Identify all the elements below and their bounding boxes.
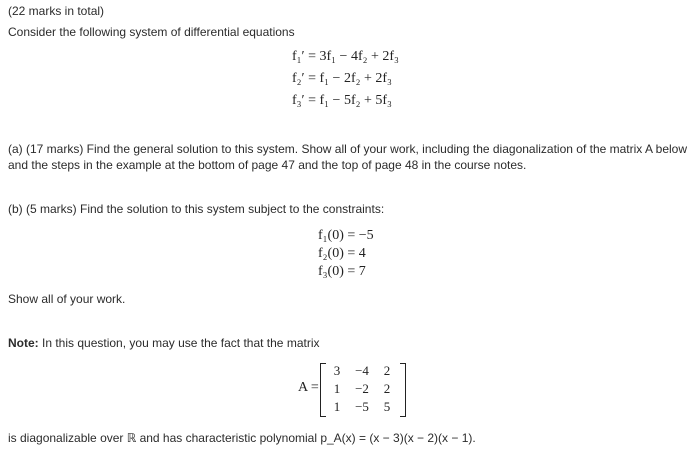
equation-3: f₃′ = f₁ − 5f₂ + 5f₃ bbox=[292, 93, 392, 108]
intro-text: Consider the following system of differential equations bbox=[8, 25, 295, 39]
constraint-2: f₂(0) = 4 bbox=[318, 246, 366, 261]
matrix-cell: −2 bbox=[355, 381, 369, 396]
matrix-cell: −4 bbox=[355, 363, 369, 378]
matrix-cell: 2 bbox=[383, 381, 391, 396]
note-label: Note: bbox=[8, 336, 39, 350]
matrix-lhs: A = bbox=[298, 380, 319, 395]
footer-text: is diagonalizable over ℝ and has characteristic polynomial p_A(x) = (x − 3)(x − 2)(x − 1). bbox=[8, 431, 476, 445]
matrix-cell: 2 bbox=[383, 363, 391, 378]
matrix-cell: 3 bbox=[333, 363, 341, 378]
show-work-text: Show all of your work. bbox=[8, 292, 126, 306]
part-b-prompt: (b) (5 marks) Find the solution to this system subject to the constraints: bbox=[8, 202, 385, 216]
marks-total: (22 marks in total) bbox=[8, 4, 105, 18]
matrix-cell: 5 bbox=[383, 399, 391, 414]
part-a-line-1: (a) (17 marks) Find the general solution to this system. Show all of your work, including the diagonalization of the matrix A below bbox=[8, 142, 688, 156]
matrix-cell: 1 bbox=[333, 399, 341, 414]
note-text: In this question, you may use the fact that the matrix bbox=[38, 336, 320, 350]
matrix-cell: 1 bbox=[333, 381, 341, 396]
right-bracket bbox=[400, 363, 406, 417]
equation-1: f₁′ = 3f₁ − 4f₂ + 2f₃ bbox=[292, 49, 399, 64]
equation-2: f₂′ = f₁ − 2f₂ + 2f₃ bbox=[292, 71, 392, 86]
part-a-line-2: and the steps in the example at the bottom of page 47 and the top of page 48 in the course notes. bbox=[8, 158, 527, 172]
matrix-cell: −5 bbox=[355, 399, 369, 414]
constraint-3: f₃(0) = 7 bbox=[318, 264, 366, 279]
note-line bbox=[8, 336, 319, 350]
constraint-1: f₁(0) = −5 bbox=[318, 228, 374, 243]
